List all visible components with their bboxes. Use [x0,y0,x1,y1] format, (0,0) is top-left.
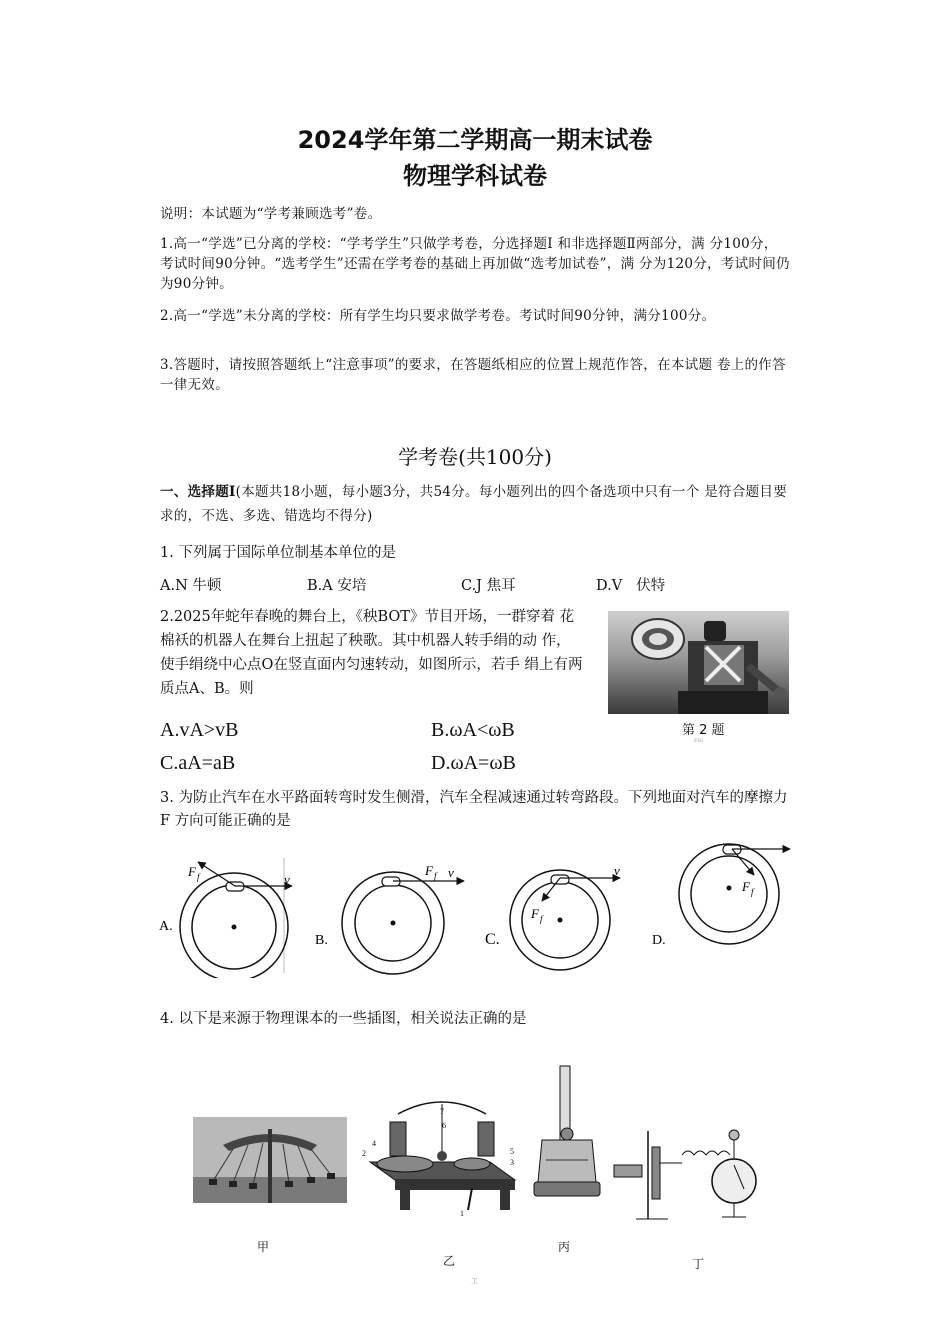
q4-label-bing: 丙 [558,1240,571,1254]
svg-text:F: F [531,906,539,921]
svg-text:f: f [751,887,754,897]
note-item-2: 2.高一“学选”未分离的学校：所有学生均只要求做学考卷。考试时间90分钟，满分100分。 [160,308,716,324]
q3-option-d-label: D. [652,933,666,948]
q3-diagram-b [315,863,464,974]
q4-yi-num-2: 2 [362,1149,366,1158]
q1-option-d [596,574,665,595]
q2-option-c: C.aA=aB [160,752,236,774]
svg-text:v: v [284,872,290,887]
q2-robot-photo [608,611,789,714]
q4-yi-num-7: 7 [440,1107,444,1116]
q1-option-a: A.N 牛顿 [160,578,222,594]
note-intro: 说明：本试题为“学考兼顾选考”卷。 [160,206,382,222]
q3-option-a-label: A. [159,919,173,934]
note-item-1: 1.高一“学选”已分离的学校：“学考学生”只做学考卷，分选择题Ⅰ 和非选择题Ⅱ两部分，满 分100分，考试时间90分钟。“选考学生”还需在学考卷的基础上再加做“选考加试卷”，满 分为120分，考试时间仍为90分钟。 [160,236,790,292]
q4-label-jia: 甲 [257,1240,270,1254]
q4-yi-num-6: 6 [442,1121,446,1130]
exam-title: 2024学年第二学期高一期末试卷 [297,126,653,154]
q3-option-c-label: C. [485,931,500,948]
q4-yi-num-1: 1 [460,1209,464,1218]
svg-text:F: F [742,879,750,894]
q3-diagrams [150,838,800,978]
q1-option-c: C.J 焦耳 [461,578,516,594]
q1-option-d-letter: D.V [596,578,623,594]
q3-diagram-a [159,858,292,978]
svg-text:f: f [197,872,200,882]
q2-stem: 2.2025年蛇年春晚的舞台上，《秧BOT》节目开场，一群穿着 花棉袄的机器人在舞台上扭起了秧歌。其中机器人转手绢的动 作，使手绢绕中心点O在竖直面内匀速转动，如图所示，若手 绢上有两质点A、B。则 [160,609,583,697]
q2-option-b: B.ωA<ωB [431,719,515,741]
q2-option-d: D.ωA=ωB [431,752,516,774]
svg-text:f: f [434,871,437,881]
q4-figure-ding-electroscope [612,1125,770,1225]
q4-stem: 4. 以下是来源于物理课本的一些插图，相关说法正确的是 [160,1011,527,1027]
q4-label-yi: 乙 [443,1254,456,1268]
q2-figure-caption: 第 2 题 [682,723,725,738]
q4-yi-num-4: 4 [372,1139,376,1148]
q4-yi-num-3: 3 [510,1158,514,1167]
q4-yi-num-5: 5 [510,1147,514,1156]
q1-option-b: B.A 安培 [307,578,367,594]
part-description: (本题共18小题，每小题3分，共54分。每小题列出的四个备选项中只有一个 是符合题目要求的，不选、多选、错选均不得分) [160,484,788,524]
svg-text:v: v [448,865,454,880]
svg-text:F: F [425,863,433,878]
q4-figure-yi-apparatus [360,1092,520,1220]
svg-text:F: F [188,864,196,879]
part-label: 一、选择题Ⅰ [160,484,236,500]
q4-label-ding: 丁 [692,1257,705,1271]
section-heading: 学考卷(共100分) [398,445,552,469]
q2-option-a: A.vA>vB [160,719,239,741]
q1-stem: 1. 下列属于国际单位制基本单位的是 [160,545,396,561]
q4-figure-bing-container [532,1064,602,1199]
exam-subtitle: 物理学科试卷 [403,162,547,190]
note-item-3: 3.答题时，请按照答题纸上“注意事项”的要求，在答题纸相应的位置上规范作答，在本试题 卷上的作答一律无效。 [160,357,786,393]
q1-option-d-name: 伏特 [636,578,666,594]
part-instructions [160,480,790,528]
q2-figure-sub: FIG [694,738,704,744]
q3-diagram-d [652,844,790,948]
footer-mark: 工 [471,1277,478,1285]
svg-text:f: f [540,914,543,924]
q3-option-b-label: B. [315,933,328,948]
q4-figure-jia-swing-ride [193,1117,347,1203]
q3-stem: 3. 为防止汽车在水平路面转弯时发生侧滑，汽车全程减速通过转弯路段。下列地面对汽车的摩擦力F 方向可能正确的是 [160,790,788,829]
svg-text:v: v [614,863,620,878]
q3-diagram-c [485,863,620,970]
